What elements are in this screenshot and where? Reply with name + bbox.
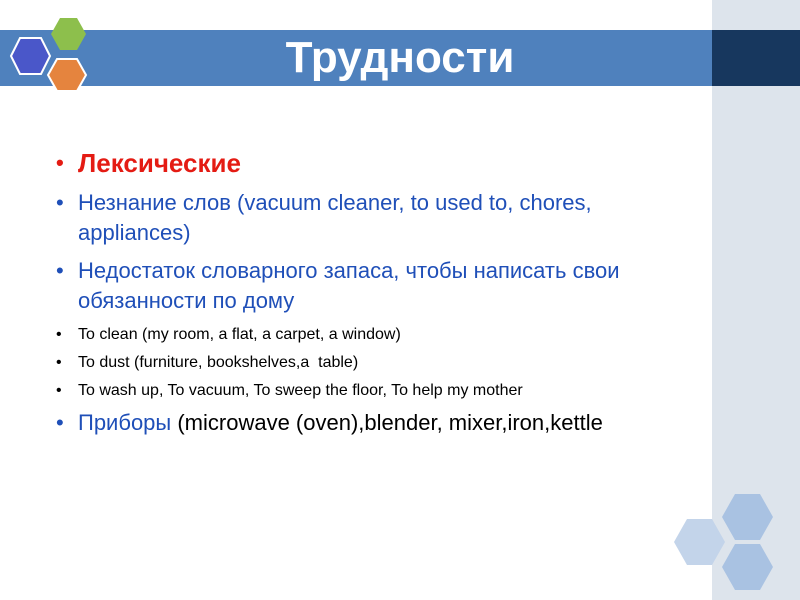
- list-item: [56, 188, 706, 248]
- list-item: [56, 256, 706, 316]
- list-item: [56, 148, 706, 180]
- list-item: [56, 352, 706, 374]
- item-text: To clean (my room, a flat, a carpet, a window): [78, 326, 401, 343]
- item-text: vacuum cleaner, to used to, chores, appliances): [78, 190, 592, 245]
- item-text: To wash up, To vacuum, To sweep the floor, To help my mother: [78, 382, 523, 399]
- item-text: Недостаток словарного запаса, чтобы написать свои обязанности по дому: [78, 258, 620, 313]
- bullet-icon: •: [56, 354, 62, 371]
- bullet-icon: •: [56, 410, 64, 435]
- item-text: (microwave (oven),blender, mixer,iron,kettle: [177, 410, 603, 435]
- bullet-list: [56, 148, 706, 446]
- item-text: Незнание слов (: [78, 190, 245, 215]
- list-item: [56, 408, 706, 438]
- hexagon-light-3: [722, 544, 773, 590]
- bullet-icon: •: [56, 326, 62, 343]
- hexagon-light-2: [674, 519, 725, 565]
- bullet-icon: •: [56, 258, 64, 283]
- bullet-icon: •: [56, 382, 62, 399]
- slide-title: Трудности: [285, 33, 515, 82]
- bullet-icon: •: [56, 150, 64, 175]
- bullet-icon: •: [56, 190, 64, 215]
- heading-lexical: Лексические: [78, 148, 241, 178]
- list-item: [56, 380, 706, 402]
- hexagon-light-1: [722, 494, 773, 540]
- list-item: [56, 324, 706, 346]
- item-text: Приборы: [78, 410, 178, 435]
- item-text: To dust (furniture, bookshelves,a table): [78, 354, 359, 371]
